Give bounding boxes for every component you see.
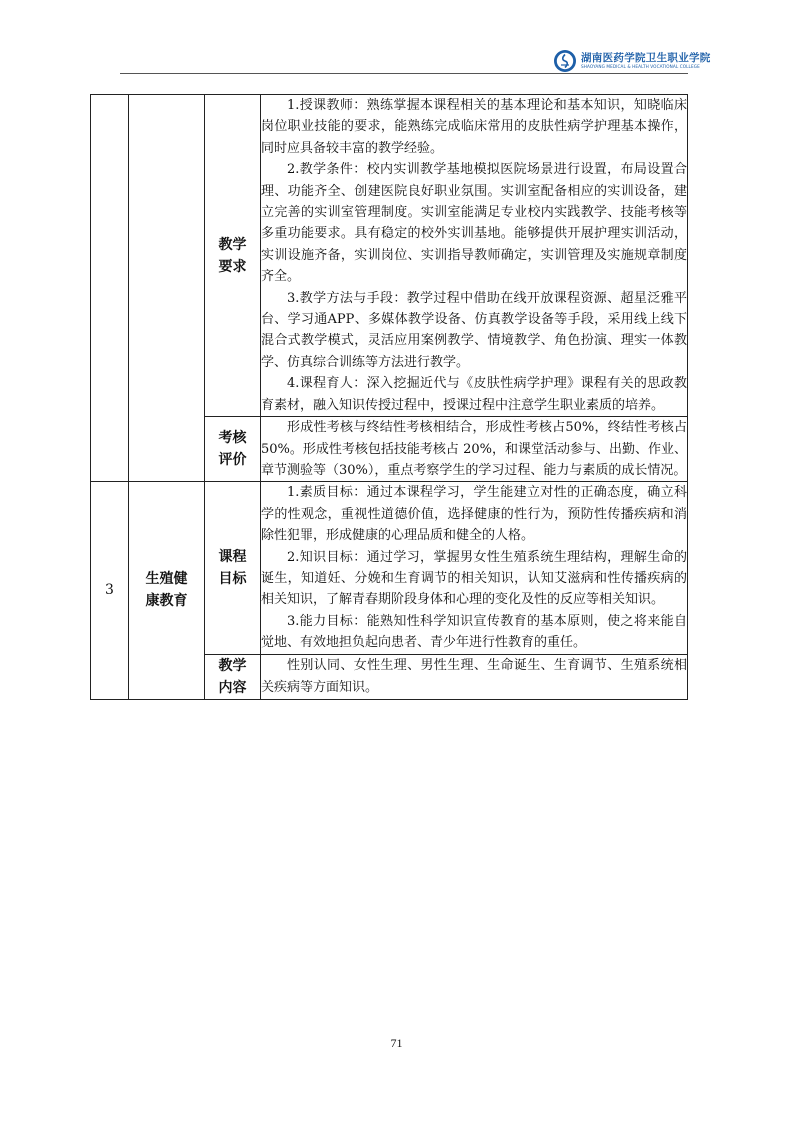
course-name: 生殖健康教育 xyxy=(145,571,188,610)
list-item: 1.素质目标：通过本课程学习，学生能建立对性的正确态度，确立科学的性观念，重视性道德价值，选择健康的性行为，预防性传播疾病和消除性犯罪，形成健康的心理品质和健全的人格。 xyxy=(261,485,687,544)
list-item: 4.课程育人：深入挖掘近代与《皮肤性病学护理》课程有关的思政教育素材，融入知识传授过程中，授课过程中注意学生职业素质的培养。 xyxy=(261,376,687,413)
college-name: 湖南医药学院卫生职业学院 xyxy=(581,51,711,64)
list-item: 1.授课教师：熟练掌握本课程相关的基本理论和基本知识，知晓临床岗位职业技能的要求，能熟练完成临床常用的皮肤性病学护理基本操作，同时应具备较丰富的教学经验。 xyxy=(261,98,687,156)
teaching-requirements-content xyxy=(261,95,688,417)
header-divider xyxy=(120,73,688,74)
table-row xyxy=(91,482,688,654)
list-item: 2.教学条件：校内实训教学基地模拟医院场景进行设置，布局设置合理、功能齐全、创建医院良好职业氛围。实训室配备相应的实训设备，建立完善的实训室管理制度。实训室能满足专业校内实践教学、技能考核等多重功能要求。具有稳定的校外实训基地。能够提供开展护理实训活动，实训设施齐备，实训岗位、实训指导教师确定，实训管理及实施规章制度齐全。 xyxy=(261,162,687,285)
list-item: 2.知识目标：通过学习，掌握男女性生殖系统生理结构，理解生命的诞生，知道妊、分娩和生育调节的相关知识，认知艾滋病和性传播疾病的相关知识，了解青春期阶段身体和心理的变化及性的反应等相关知识。 xyxy=(261,549,687,608)
course-name-cell xyxy=(129,482,205,699)
course-number: 3 xyxy=(105,582,114,599)
list-item: 3.能力目标：能熟知性科学知识宣传教育的基本原则，使之将来能自觉地、有效地担负起向患者、青少年进行性教育的重任。 xyxy=(261,613,687,651)
course-objectives-content xyxy=(261,482,688,654)
table-row xyxy=(91,95,688,417)
course-number-cell xyxy=(91,482,129,699)
row-label-course-objectives: 课程目标 xyxy=(205,482,261,654)
row-label-teaching-requirements: 教学要求 xyxy=(205,95,261,417)
college-english-name: SHAOYANG MEDICAL & HEALTH VOCATIONAL COLLEGE xyxy=(581,64,700,70)
assessment-content xyxy=(261,417,688,482)
college-logo xyxy=(553,47,711,75)
course-number-cell xyxy=(91,95,129,482)
college-emblem-icon xyxy=(553,49,577,73)
course-name-cell xyxy=(129,95,205,482)
row-label-teaching-content: 教学内容 xyxy=(205,654,261,699)
list-item: 形成性考核与终结性考核相结合，形成性考核占50%，终结性考核占50%。形成性考核包括技能考核占 20%，和课堂活动参与、出勤、作业、章节测验等（30%），重点考察学生的学习过程、能力与素质的成长情况。 xyxy=(261,420,687,478)
row-label-assessment: 考核评价 xyxy=(205,417,261,482)
page-number: 71 xyxy=(390,1036,403,1050)
teaching-content-content xyxy=(261,654,688,699)
list-item: 性别认同、女性生理、男性生理、生命诞生、生育调节、生殖系统相关疾病等方面知识。 xyxy=(261,658,687,695)
course-table xyxy=(90,94,688,700)
list-item: 3.教学方法与手段：教学过程中借助在线开放课程资源、超星泛雅平台、学习通APP、多媒体教学设备、仿真教学设备等手段，采用线上线下混合式教学模式，灵活应用案例教学、情境教学、角色扮演、理实一体教学、仿真综合训练等方法进行教学。 xyxy=(261,290,687,370)
